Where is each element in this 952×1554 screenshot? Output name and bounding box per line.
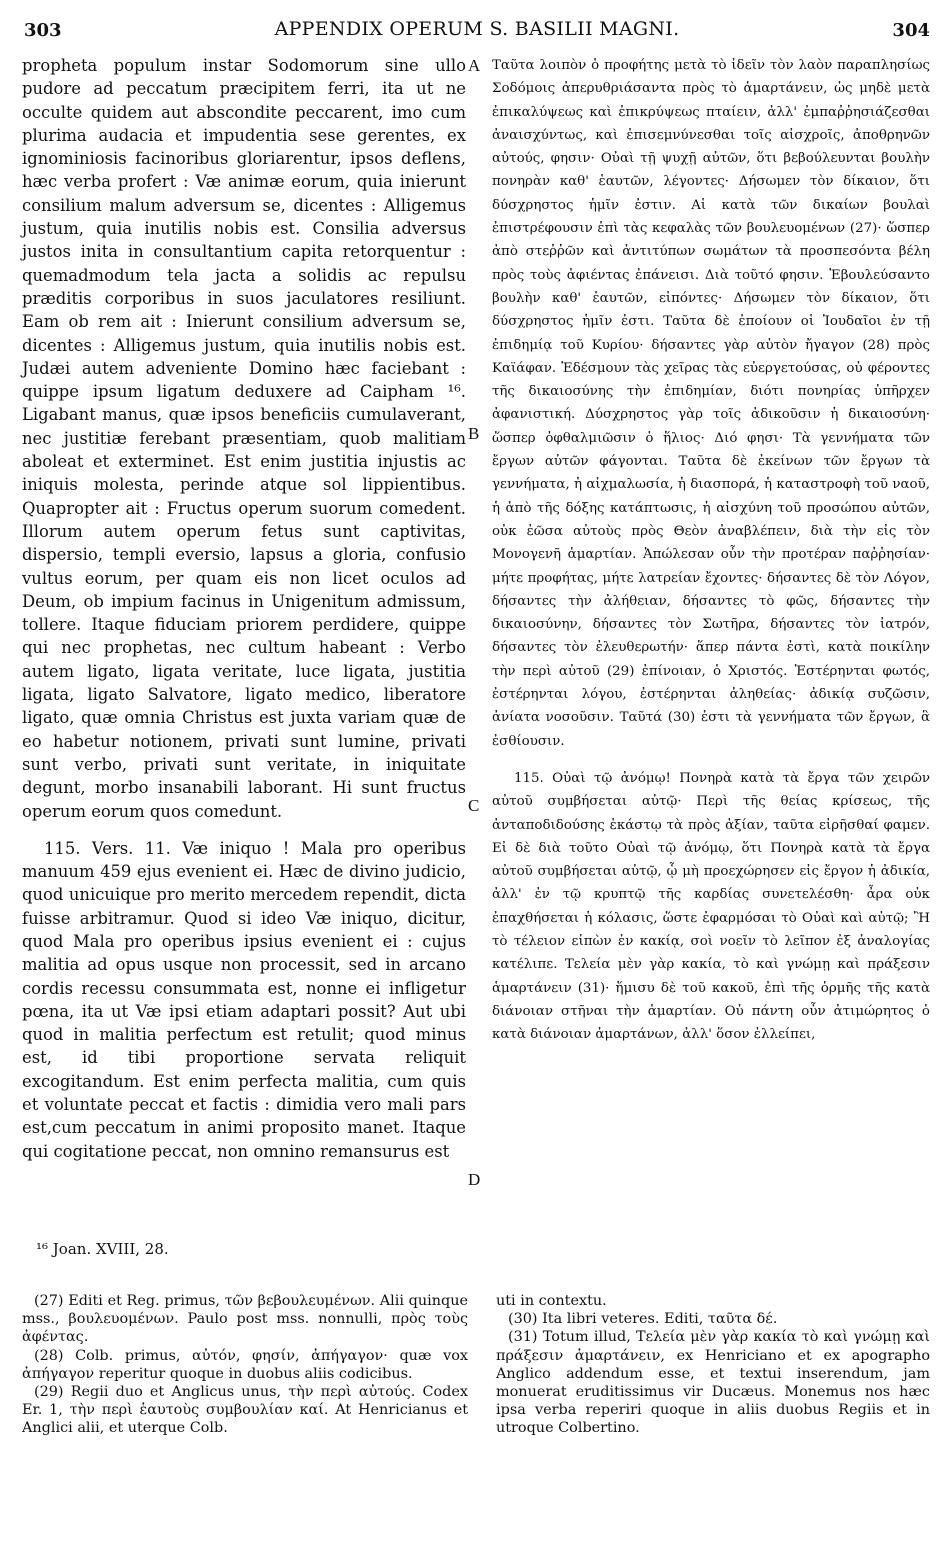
column-marker-d: D [468,1170,481,1189]
page-header [22,14,932,48]
running-title: APPENDIX OPERUM S. BASILII MAGNI. [274,18,680,40]
column-marker-a: A [468,56,481,75]
notes-left [22,1292,468,1438]
note-31: (31) Totum illud, Τελεία μὲν γὰρ κακία τὸ καὶ γνώμῃ καὶ πράξεσιν ἁμαρτάνειν, ex Henriciano et ex apographo Anglico addendum esse, et textui inserendum, jam monuerat eruditissimus vir Ducæus. Monemus nos hæc ipsa verba reperiri quoque in aliis duobus Regiis et in utroque Colbertino. [496,1329,930,1437]
page-number-left: 303 [24,20,62,41]
latin-paragraph-2: 115. Vers. 11. Væ iniquo ! Mala pro operibus manuum 459 ejus evenient ei. Hæc de divino judicio, quod unicuique pro merito mercedem rependit, dicta fuisse arbitramur. Quod si ideo Væ iniquo, dicitur, quod Mala pro operibus ipsius evenient ei : cujus malitia ad opus usque non processit, sed in arcano cordis recessu consummata est, nonne ei infligetur pœna, ita ut Væ ipsi etiam adaptari possit? Aut ubi quod in malitia perfectum est retulit; quod minus est, id tibi proportione servata reliquit excogitandum. Est enim perfecta malitia, cum quis et voluntate peccat et factis : dimidia vero mali pars est,cum peccatum in animi proposito manet. Itaque qui cogitatione peccat, non omnino remansurus est [22,838,466,1161]
page-number-right: 304 [892,20,930,41]
note-30: (30) Ita libri veteres. Editi, ταῦτα δέ. [508,1311,778,1328]
latin-paragraph-1: propheta populum instar Sodomorum sine ullo pudore ad peccatum præcipitem ferri, ita ut ne occulte quidem aut abscondite peccarent, imo cum plurima audacia et impudentia sese gerentes, ex ignominiosis facinoribus gloriarentur, ipsos deflens, hæc verba profert : Væ animæ eorum, quia inierunt consilium malum adversum se, dicentes : Alligemus justum, quia inutilis nobis est. Consilia adversus justos inita in consultantium capita retorquentur : quemadmodum tela jacta a solidis ac repulsu præditis corporibus in suos jaculatores resiliunt. Eam ob rem ait : Inierunt consilium adversum se, dicentes : Alligemus justum, quia inutilis nobis est. Judæi autem adveniente Domino hæc faciebant : quippe ipsum ligatum deduxere ad Caipham ¹⁶. Ligabant manus, quæ ipsos beneficiis cumulaverant, nec justitiæ ferebant præsentiam, quob malitiam aboleat et exterminet. Est enim justitia injustis ac iniquis molesta, perinde atque sol lippientibus. Quapropter ait : Fructus operum suorum comedent. Illorum autem operum fetus sunt captivitas, dispersio, templi eversio, lapsus a gloria, confusio vultus eorum, per quam eis non licet oculos ad Deum, ob impium facinus in Unigenitum admissum, tollere. Itaque fiduciam priorem perdidere, quippe qui nec prophetas, nec cultum habeant : Verbo autem ligato, ligata veritate, luce ligata, justitia ligata, ligato Salvatore, ligato medico, liberatore ligato, quæ omnia Christus est juxta variam quæ de eo habetur notionem, privati sunt lumine, privati sunt verbo, privati sunt veritate, in iniquitate degunt, morbo insanabili laborant. Hi sunt fructus operum eorum quos comedunt. [22,56,466,821]
column-marker-b: B [468,424,480,443]
greek-paragraph-2: 115. Οὐαὶ τῷ ἀνόμῳ! Πονηρὰ κατὰ τὰ ἔργα τῶν χειρῶν αὐτοῦ συμβήσεται αὐτῷ· Περὶ τῆς θείας κρίσεως, τῆς ἀνταποδιδούσης ἑκάστῳ τὰ πρὸς ἀξίαν, ταῦτα εἰρῆσθαί φαμεν. Εἰ δὲ διὰ τοῦτο Οὐαὶ τῷ ἀνόμῳ, ὅτι Πονηρὰ κατὰ τὰ ἔργα αὐτοῦ συμβήσεται αὐτῷ, ᾧ μὴ προεχώρησεν εἰς ἔργον ἡ ἀδικία, ἀλλ' ἐν τῷ κρυπτῷ τῆς καρδίας συνετελέσθη· ἆρα οὐκ ἐπαχθήσεται ἡ κόλασις, ὥστε ἐφαρμόσαι τὸ Οὐαὶ καὶ αὐτῷ; Ἢ τὸ τέλειον εἰπὼν ἐν κακίᾳ, σοὶ νοεῖν τὸ λεῖπον ἐξ ἀναλογίας κατέλιπε. Τελεία μὲν γὰρ κακία, τὸ καὶ γνώμῃ καὶ πράξεσιν ἁμαρτάνειν (31)· ἥμισυ δὲ τοῦ κακοῦ, ἐπὶ τῆς ὁρμῆς τῆς κατὰ διάνοιαν στῆναι τὴν ἁμαρτίαν. Οὐ πάντη οὖν ἀτιμώρητος ὁ κατὰ διάνοιαν ἁμαρτάνων, ἀλλ' ὅσον ἐλλείπει, [492,770,930,1043]
note-27: (27) Editi et Reg. primus, τῶν βεβουλευμένων. Alii quinque mss., βουλευομένων. Paulo post mss. nonnulli, πρὸς τοὺς ἀφέντας. [22,1293,468,1346]
column-marker-c: C [468,796,480,815]
greek-column [492,54,930,1046]
note-28: (28) Colb. primus, αὐτόν, φησίν, ἀπήγαγον· quæ vox ἀπήγαγον reperitur quoque in duobus aliis codicibus. [22,1347,468,1382]
note-29: (29) Regii duo et Anglicus unus, τὴν περὶ αὐτούς. Codex Er. 1, τὴν περὶ ἑαυτοὺς συμβουλίαν καί. At Henricianus et Anglici alii, et uterque Colb. [22,1384,468,1437]
latin-column [22,54,466,1163]
footnote-16: ¹⁶ Joan. XVIII, 28. [36,1240,169,1258]
note-29-continued: uti in contextu. [496,1293,607,1309]
notes-right [496,1292,930,1438]
greek-paragraph-1: Ταῦτα λοιπὸν ὁ προφήτης μετὰ τὸ ἰδεῖν τὸν λαὸν παραπλησίως Σοδόμοις ἀπερυθριάσαντα πρὸς τὸ ἁμαρτάνειν, ὡς μηδὲ μετὰ ἐπικαλύψεως καὶ ἐπικρύψεως πταίειν, ἀλλ' ἐμπαῤῥησιάζεσθαι ἀναισχύντως, καὶ ἐπισεμνύνεσθαι τοῖς αἰσχροῖς, ἀποθρηνῶν αὐτούς, φησιν· Οὐαὶ τῇ ψυχῇ αὐτῶν, ὅτι βεβούλευνται βουλὴν πονηρὰν καθ' ἑαυτῶν, λέγοντες· Δήσωμεν τὸν δίκαιον, ὅτι δύσχρηστος ἡμῖν ἐστιν. Αἱ κατὰ τῶν δικαίων βουλαὶ ἐπιστρέφουσιν ἐπὶ τὰς κεφαλὰς τῶν βουλευομένων (27)· ὥσπερ ἀπὸ στεῤῥῶν καὶ ἀντιτύπων σωμάτων τὰ προσπεσόντα βέλη πρὸς τοὺς ἀφιέντας ἐπάνεισι. Διὰ τοῦτό φησιν. Ἐβουλεύσαντο βουλὴν καθ' ἑαυτῶν, εἰπόντες· Δήσωμεν τὸν δίκαιον, ὅτι δύσχρηστος ἡμῖν ἐστι. Ταῦτα δὲ ἐποίουν οἱ Ἰουδαῖοι ἐν τῇ ἐπιδημίᾳ τοῦ Κυρίου· δήσαντες γὰρ αὐτὸν ἤγαγον (28) πρὸς Καϊάφαν. Ἐδέσμουν τὰς χεῖρας τὰς εὐεργετούσας, οὐ φέροντες τῆς δικαιοσύνης τὴν ἐπιδημίαν, διότι πονηρίας ὑπῆρχεν ἀφανιστική. Δύσχρηστος γὰρ τοῖς ἀδικοῦσιν ἡ δικαιοσύνη· ὥσπερ ὀφθαλμιῶσιν ὁ ἥλιος· Διό φησι· Τὰ γεννήματα τῶν ἔργων αὐτῶν φάγονται. Ταῦτα δὲ ἐκείνων τῶν ἔργων τὰ γεννήματα, ἡ αἰχμαλωσία, ἡ διασπορά, ἡ καταστροφὴ τοῦ ναοῦ, ἡ ἀπὸ τῆς δόξης κατάπτωσις, ἡ αἰσχύνη τοῦ προσώπου αὐτῶν, οὐκ ἐῶσα αὐτοὺς πρὸς Θεὸν ἀναβλέπειν, διὰ τὴν εἰς τὸν Μονογενῆ ἁμαρτίαν. Ἀπώλεσαν οὖν τὴν προτέραν παῤῥησίαν· μήτε προφήτας, μήτε λατρείαν ἔχοντες· δήσαντες δὲ τὸν Λόγον, δήσαντες τὴν ἀλήθειαν, δήσαντες τὸ φῶς, δήσαντες τὴν δικαιοσύνην, δήσαντες τὸν Σωτῆρα, δήσαντες τὸν ἰατρόν, δήσαντες τὸν ἐλευθερωτήν· ἅπερ πάντα ἐστὶ, κατὰ ποικίλην τὴν περὶ αὐτοῦ (29) ἐπίνοιαν, ὁ Χριστός. Ἐστέρηνται φωτός, ἐστέρηνται λόγου, ἐστέρηνται ἀληθείας· ἀδικίᾳ συζῶσιν, ἀνίατα νοσοῦσιν. Ταῦτά (30) ἐστι τὰ γεννήματα τῶν ἔργων, ἃ ἐσθίουσιν. [492,58,930,749]
